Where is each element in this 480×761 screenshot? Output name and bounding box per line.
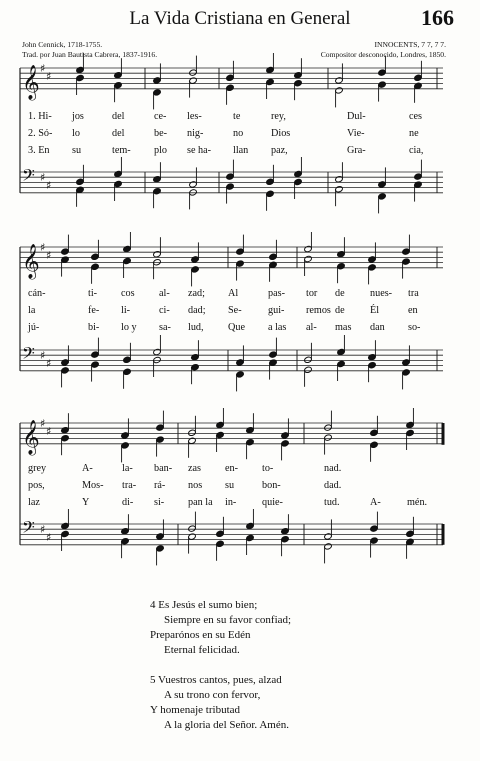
lyric-syllable: la bbox=[28, 305, 36, 316]
hymn-number: 166 bbox=[421, 5, 454, 30]
lyric-syllable: ce- bbox=[154, 111, 167, 122]
lyric-line-3-3 bbox=[0, 496, 480, 510]
lyric-syllable: si- bbox=[154, 497, 165, 508]
lyric-syllable: les- bbox=[187, 111, 202, 122]
stanza-line: A su trono con fervor, bbox=[164, 689, 261, 701]
lyric-syllable: la- bbox=[122, 463, 133, 474]
lyric-syllable: ne bbox=[409, 128, 419, 139]
stanza-5 bbox=[150, 673, 291, 733]
treble-clef-icon: 𝄞 bbox=[22, 243, 40, 279]
sharp-icon: ♯ bbox=[40, 241, 46, 254]
treble-clef-icon: 𝄞 bbox=[22, 419, 40, 455]
lyric-syllable: al- bbox=[306, 322, 317, 333]
lyric-syllable: Y bbox=[82, 497, 90, 508]
lyric-syllable: pos, bbox=[28, 480, 45, 491]
tune-name: INNOCENTS, 7 7, 7 7. bbox=[374, 40, 446, 49]
lyric-syllable: Se- bbox=[228, 305, 242, 316]
lyric-line-1-2 bbox=[0, 127, 480, 141]
sharp-icon: ♯ bbox=[46, 69, 52, 83]
lyric-syllable: plo bbox=[154, 145, 168, 156]
lyric-syllable: cán- bbox=[28, 288, 46, 299]
lyric-line-1-1 bbox=[0, 110, 480, 124]
stanza-4 bbox=[150, 598, 291, 658]
lyric-syllable: fe- bbox=[88, 305, 100, 316]
lyric-syllable: gui- bbox=[268, 305, 285, 316]
lyric-syllable: lo bbox=[72, 128, 80, 139]
sharp-icon: ♯ bbox=[46, 357, 52, 370]
lyric-syllable: rá- bbox=[154, 480, 166, 491]
lyric-line-3-2 bbox=[0, 479, 480, 493]
lyric-syllable: jos bbox=[72, 111, 84, 122]
lyric-syllable: ci- bbox=[159, 305, 170, 316]
lyric-syllable: 2. Só- bbox=[28, 128, 53, 139]
lyric-syllable: ban- bbox=[154, 463, 173, 474]
lyric-syllable: tud. bbox=[324, 497, 340, 508]
lyric-syllable: nad. bbox=[324, 463, 342, 474]
stanza-line: 5 Vuestros cantos, pues, alzad bbox=[150, 674, 282, 686]
lyric-syllable: tor bbox=[306, 288, 318, 299]
lyric-syllable: tra bbox=[408, 288, 419, 299]
sharp-icon: ♯ bbox=[46, 531, 52, 544]
lyric-line-1-3 bbox=[0, 144, 480, 158]
bass-clef-icon: 𝄢 bbox=[22, 343, 35, 367]
lyric-syllable: nig- bbox=[187, 128, 204, 139]
lyric-syllable: tem- bbox=[112, 145, 131, 156]
lyric-line-3-1 bbox=[0, 462, 480, 476]
lyric-syllable: de bbox=[335, 305, 345, 316]
lyric-syllable: en bbox=[408, 305, 418, 316]
lyric-syllable: mén. bbox=[407, 497, 428, 508]
treble-clef-icon: 𝄞 bbox=[22, 64, 40, 100]
sharp-icon: ♯ bbox=[46, 424, 52, 438]
sharp-icon: ♯ bbox=[46, 179, 52, 192]
lyric-syllable: Vie- bbox=[347, 128, 365, 139]
lyric-syllable: Dios bbox=[271, 128, 291, 139]
lyric-syllable: Al bbox=[228, 288, 239, 299]
stanza-line: 4 Es Jesús el sumo bien; bbox=[150, 599, 258, 611]
translator-credit: Trad. por Juan Bautista Cabrera, 1837-1916. bbox=[22, 50, 158, 59]
sharp-icon: ♯ bbox=[40, 349, 46, 363]
lyric-syllable: zad; bbox=[188, 288, 205, 299]
lyric-syllable: lo y bbox=[121, 322, 137, 333]
lyric-syllable: jú- bbox=[28, 322, 40, 333]
lyric-syllable: A- bbox=[82, 463, 93, 474]
lyric-syllable: li- bbox=[121, 305, 131, 316]
lyric-syllable: del bbox=[112, 111, 125, 122]
stanza-line: Preparónos en su Edén bbox=[150, 629, 251, 641]
lyric-syllable: 1. Hi- bbox=[28, 111, 52, 122]
lyric-syllable: su bbox=[225, 480, 235, 491]
additional-stanzas bbox=[150, 598, 291, 748]
sharp-icon: ♯ bbox=[40, 417, 46, 430]
lyric-syllable: Él bbox=[370, 305, 380, 316]
lyric-syllable: so- bbox=[408, 322, 421, 333]
lyric-syllable: ces bbox=[409, 111, 423, 122]
lyric-syllable: a las bbox=[268, 322, 287, 333]
lyric-syllable: no bbox=[233, 128, 244, 139]
bass-clef-icon: 𝄢 bbox=[22, 517, 35, 541]
author-credit: John Cennick, 1718-1755. bbox=[22, 40, 103, 49]
lyric-syllable: Gra- bbox=[347, 145, 366, 156]
lyric-syllable: tra- bbox=[122, 480, 137, 491]
lyric-syllable: dad. bbox=[324, 480, 342, 491]
lyric-syllable: to- bbox=[262, 463, 274, 474]
lyric-syllable: nues- bbox=[370, 288, 393, 299]
lyric-syllable: cos bbox=[121, 288, 135, 299]
lyric-syllable: su bbox=[72, 145, 82, 156]
lyric-syllable: lud, bbox=[188, 322, 204, 333]
lyric-syllable: Dul- bbox=[347, 111, 366, 122]
bass-clef-icon: 𝄢 bbox=[22, 165, 35, 189]
lyric-syllable: te bbox=[233, 111, 241, 122]
lyric-line-2-2 bbox=[0, 304, 480, 318]
lyric-syllable: sa- bbox=[159, 322, 171, 333]
lyric-syllable: Que bbox=[228, 322, 245, 333]
lyric-syllable: rey, bbox=[271, 111, 286, 122]
stanza-line: Eternal felicidad. bbox=[164, 644, 240, 656]
lyric-syllable: di- bbox=[122, 497, 134, 508]
lyric-syllable: zas bbox=[188, 463, 202, 474]
lyric-syllable: del bbox=[112, 128, 125, 139]
lyric-syllable: quie- bbox=[262, 497, 283, 508]
lyric-syllable: laz bbox=[28, 497, 40, 508]
lyric-syllable: 3. En bbox=[28, 145, 50, 156]
lyric-syllable: se ha- bbox=[187, 145, 212, 156]
page-title: La Vida Cristiana en General bbox=[129, 8, 351, 29]
lyric-syllable: dan bbox=[370, 322, 385, 333]
stanza-line: Siempre en su favor confiad; bbox=[164, 614, 292, 626]
lyric-syllable: en- bbox=[225, 463, 239, 474]
stanza-line: A la gloria del Señor. Amén. bbox=[164, 719, 289, 731]
lyric-syllable: bon- bbox=[262, 480, 281, 491]
lyric-syllable: cia, bbox=[409, 145, 424, 156]
lyric-syllable: dad; bbox=[188, 305, 206, 316]
composer-credit: Compositor desconocido, Londres, 1850. bbox=[320, 50, 446, 59]
lyric-syllable: al- bbox=[159, 288, 170, 299]
lyric-syllable: bi- bbox=[88, 322, 100, 333]
lyric-syllable: de bbox=[335, 288, 345, 299]
lyric-syllable: Mos- bbox=[82, 480, 104, 491]
stanza-line: Y homenaje tributad bbox=[150, 704, 241, 716]
lyric-syllable: nos bbox=[188, 480, 203, 491]
lyric-line-2-3 bbox=[0, 321, 480, 335]
lyric-syllable: remos bbox=[306, 305, 331, 316]
lyric-syllable: pas- bbox=[268, 288, 285, 299]
lyric-syllable: ti- bbox=[88, 288, 98, 299]
sharp-icon: ♯ bbox=[40, 171, 46, 185]
lyric-syllable: llan bbox=[233, 145, 249, 156]
lyric-syllable: grey bbox=[28, 463, 47, 474]
lyric-syllable: paz, bbox=[271, 145, 288, 156]
lyric-syllable: pan la bbox=[188, 497, 213, 508]
sharp-icon: ♯ bbox=[40, 62, 46, 75]
sharp-icon: ♯ bbox=[40, 523, 46, 537]
lyric-syllable: A- bbox=[370, 497, 381, 508]
lyric-syllable: mas bbox=[335, 322, 352, 333]
sharp-icon: ♯ bbox=[46, 248, 52, 262]
lyric-syllable: in- bbox=[225, 497, 237, 508]
lyric-line-2-1 bbox=[0, 287, 480, 301]
lyric-syllable: be- bbox=[154, 128, 168, 139]
